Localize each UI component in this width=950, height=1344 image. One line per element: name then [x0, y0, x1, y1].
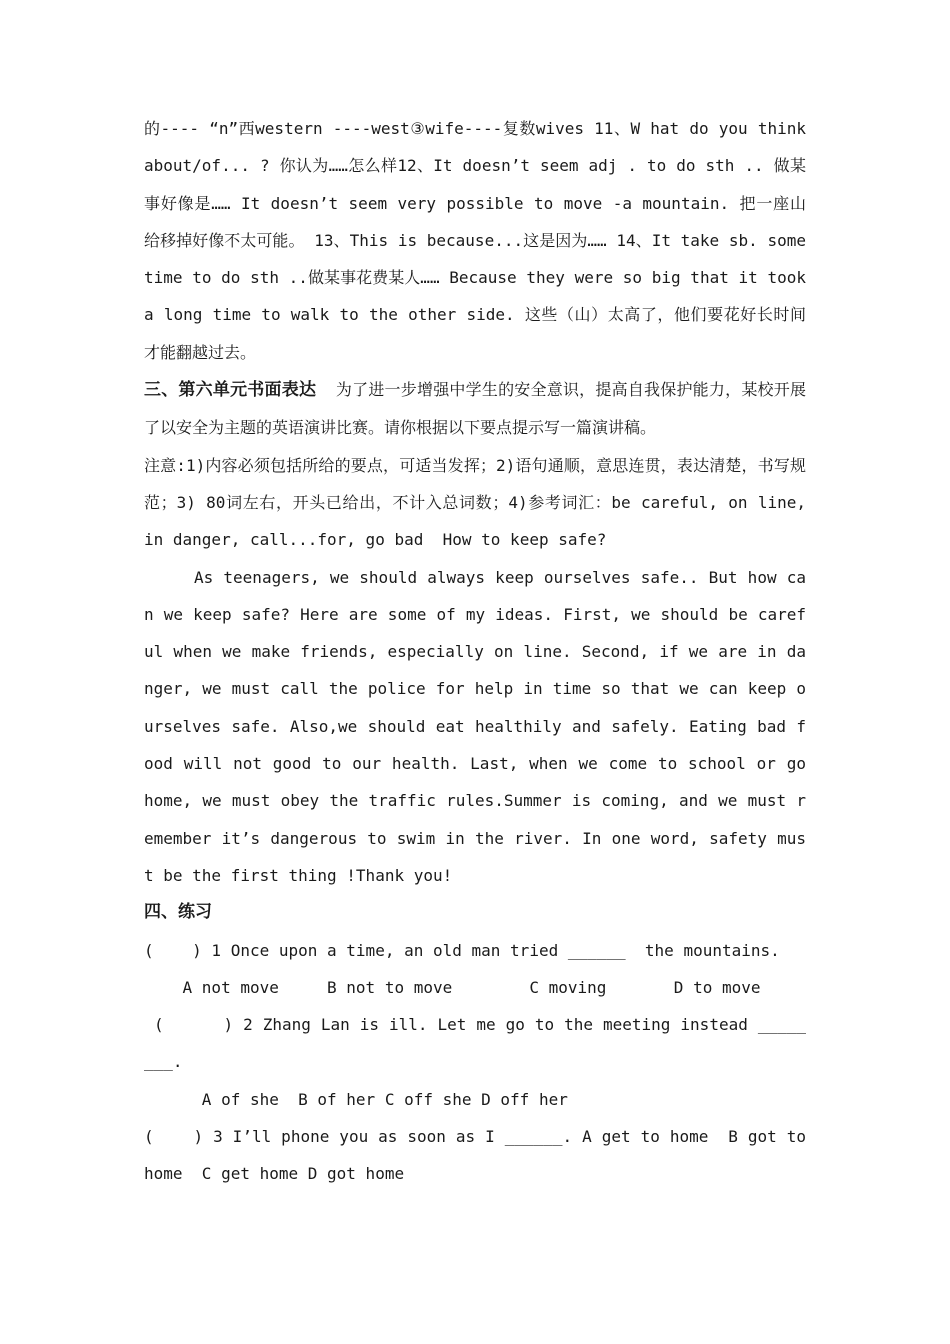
notes-text: 注意:1)内容必须包括所给的要点，可适当发挥；2)语句通顺，意思连贯，表达清楚，书写规范；3) 80词左右，开头已给出，不计入总词数；4)参考词汇：be careful, on line, in danger, call...for, go bad [144, 455, 806, 550]
question-1-options: A not move B not to move C moving D to move [144, 977, 761, 997]
document-page [144, 110, 816, 1193]
writing-task [144, 371, 806, 447]
question-2: ( ) 2 Zhang Lan is ill. Let me go to the meeting instead ________. [144, 1015, 806, 1072]
section-3-heading: 三、第六单元书面表达 [144, 380, 317, 401]
section-4-heading: 四、练习 [144, 902, 212, 923]
writing-notes [144, 447, 806, 559]
essay-title: How to keep safe? [442, 530, 607, 550]
vocabulary-notes: 的---- “n”西western ----west③wife----复数wives 11、W hat do you think about/of... ? 你认为……怎么样12、It doesn’t seem adj . to do sth .. 做某事好像是…… It doesn’t seem very possible to move -a mountain. 把一座山给移掉好像不太可能。 13、This is because...这是因为…… 14、It take sb. some time to do sth ..做某事花费某人…… Because they were so big that it took a long time to walk to the other side. 这些（山）太高了，他们要花好长时间才能翻越过去。 [144, 119, 806, 362]
question-3: ( ) 3 I’ll phone you as soon as I ______. A get to home B got to home C get home D got home [144, 1127, 816, 1184]
model-essay: As teenagers, we should always keep ourselves safe.. But how can we keep safe? Here are some of my ideas. First, we should be careful when we make friends, especially on line. Second, if we are in danger, we must call the police for help in time so that we can keep ourselves safe. Also,we should eat healthily and safely. Eating bad food will not good to our health. Last, when we come to school or go home, we must obey the traffic rules.Summer is coming, and we must remember it’s dangerous to swim in the river. In one word, safety must be the first thing !Thank you! [144, 567, 806, 885]
question-2-options: A of she B of her C off she D off her [144, 1089, 568, 1109]
question-1: ( ) 1 Once upon a time, an old man tried ______ the mountains. [144, 940, 780, 960]
writing-prompt: 为了进一步增强中学生的安全意识，提高自我保护能力，某校开展了以安全为主题的英语演讲比赛。请你根据以下要点提示写一篇演讲稿。 [144, 380, 806, 438]
